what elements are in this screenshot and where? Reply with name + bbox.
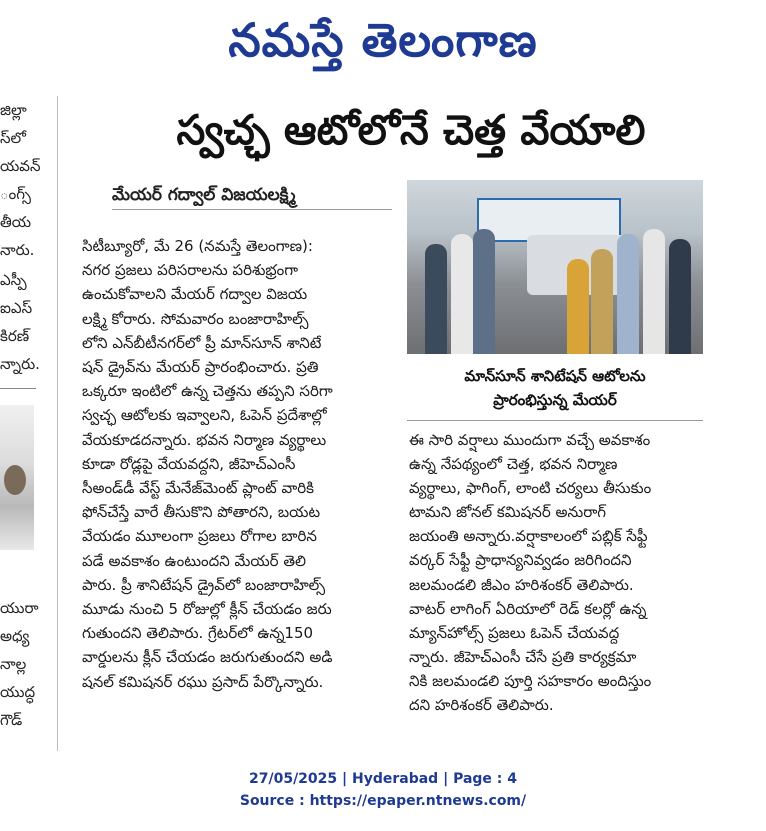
divider <box>0 388 36 389</box>
adjacent-text-fragment: ఐఎస్ <box>0 299 33 317</box>
article-headline: స్వచ్ఛ ఆటోలోనే చెత్త వేయాలి <box>176 106 646 154</box>
photo-person <box>643 229 665 354</box>
photo-caption <box>407 364 703 412</box>
photo-person <box>4 465 26 495</box>
caption-line: ప్రారంభిస్తున్న మేయర్ <box>493 391 617 409</box>
article-body-main <box>82 234 382 694</box>
adjacent-text-fragment: జిల్లా <box>0 101 27 119</box>
article-text-line: వేయకూడదన్నారు. భవన నిర్మాణ వ్యర్థాలు <box>82 430 327 449</box>
article-text-line: పారు. ప్రీ శానిటేషన్ డ్రైవ్‌లో బంజారాహిల్స్ <box>82 575 326 594</box>
adjacent-text-fragment: యురా <box>0 599 39 617</box>
article-text-line: పడే అవకాశం ఉంటుందని మేయర్ తెలి <box>82 551 307 570</box>
adjacent-text-fragment: గౌడ్ <box>0 711 23 729</box>
adjacent-text-fragment: నారు. <box>0 241 35 259</box>
divider <box>407 420 703 421</box>
adjacent-photo <box>0 405 34 550</box>
article-text-line: నికి జలమండలి పూర్తి సహకారం అందిస్తుం <box>409 671 652 690</box>
adjacent-text-fragment: అధ్య <box>0 627 30 645</box>
article-text-line: జలమండలి జీఎం హరిశంకర్ తెలిపారు. <box>409 575 634 594</box>
adjacent-text-fragment: ంగ్స్ <box>0 185 31 203</box>
article-subhead: మేయర్ గద్వాల్ విజయలక్ష్మి <box>112 185 296 205</box>
article-photo <box>407 180 703 354</box>
article-text-line: ఉన్న నేపథ్యంలో చెత్త, భవన నిర్మాణ <box>409 455 618 474</box>
adjacent-text-fragment: స్‌లో <box>0 129 26 147</box>
footer-date-city-page: 27/05/2025 | Hyderabad | Page : 4 <box>248 771 518 787</box>
adjacent-text-fragment: కిరణ్ <box>0 327 30 345</box>
article-text-line: వ్యర్థాలు, ఫాగింగ్, లాంటి చర్యలు తీసుకుం <box>409 479 652 498</box>
article-text-line: కూడా రోడ్లపై వేయవద్దని, జీహెచ్‌ఎంసీ <box>82 454 296 473</box>
article-text-line: వర్కర్ సేఫ్టీ ప్రాధాన్యనివ్వడం జరిగిందని <box>409 551 632 570</box>
adjacent-text-fragment: యవన్ <box>0 157 41 175</box>
divider <box>112 209 392 210</box>
article-text-line: ఈ సారి వర్షాలు ముందుగా వచ్చే అవకాశం <box>409 431 651 449</box>
article-text-line: మూడు నుంచి 5 రోజుల్లో క్లీన్ చేయడం జరు <box>82 600 332 619</box>
adjacent-text-fragment: ఎస్పీ <box>0 271 27 289</box>
article-text-line: నగర ప్రజలు పరిసరాలను పరిశుభ్రంగా <box>82 261 299 280</box>
article-text-line: సిటీబ్యూరో, మే 26 (నమస్తే తెలంగాణ): <box>82 237 313 255</box>
caption-line: మాన్‌సూన్ శానిటేషన్ ఆటోలను <box>464 367 646 385</box>
article-text-line: గుతుందని తెలిపారు. గ్రేటర్‌లో ఉన్న150 <box>82 624 314 643</box>
article-text-line: వార్డులను క్లీన్ చేయడం జరుగుతుందని అడి <box>82 648 333 667</box>
photo-person <box>591 249 613 354</box>
adjacent-text-fragment: తీయ <box>0 213 32 231</box>
adjacent-text-fragment: యుద్ధ <box>0 683 36 701</box>
adjacent-text-fragment: నాల్ల <box>0 655 27 673</box>
photo-person <box>473 229 495 354</box>
article-text-line: జయంతి అన్నారు.వర్షాకాలంలో పబ్లిక్ సేఫ్టీ <box>409 527 648 546</box>
photo-person <box>425 244 447 354</box>
photo-person <box>669 239 691 354</box>
article-text-line: వాటర్ లాగింగ్ ఏరియాలో రెడ్ కలర్లో ఉన్న <box>409 599 647 618</box>
article-text-line: ఒక్కరూ ఇంటిలో ఉన్న చెత్తను తప్పని సరిగా <box>82 382 333 401</box>
photo-person <box>617 234 639 354</box>
masthead-logo: నమస్తే తెలంగాణ <box>228 13 538 67</box>
article-text-line: ఉంచుకోవాలని మేయర్ గద్వాల విజయ <box>82 285 308 304</box>
article-text-line: న్నారు. జీహెచ్‌ఎంసీ చేసే ప్రతి కార్యక్రమా <box>409 647 637 666</box>
page-footer <box>0 768 766 812</box>
photo-person <box>451 234 473 354</box>
footer-source-link[interactable]: Source : https://epaper.ntnews.com/ <box>239 793 527 809</box>
adjacent-text-fragment: న్నారు. <box>0 355 40 373</box>
article-text-line: వేయడం మూలంగా ప్రజలు రోగాల బారిన <box>82 527 317 546</box>
article-text-line: దని హరిశంకర్ తెలిపారు. <box>409 696 554 715</box>
article-text-line: టామని జోనల్ కమిషనర్ అనురాగ్ <box>409 503 607 522</box>
article-body-right <box>409 428 705 717</box>
article-text-line: లోని ఎన్‌బీటీనగర్‌లో ప్రీ మాన్‌సూన్ శానిటే <box>82 333 322 352</box>
article-text-line: స్వచ్ఛ ఆటోలకు ఇవ్వాలని, ఓపెన్ ప్రదేశాల్లో <box>82 406 327 425</box>
article-text-line: ఫోన్‌చేస్తే వారే తీసుకొని పోతారని, బయట <box>82 503 321 522</box>
photo-person <box>567 259 589 354</box>
column-divider <box>57 96 58 751</box>
article-text-line: షనల్ కమిషనర్ రఘు ప్రసాద్ పేర్కొన్నారు. <box>82 672 324 691</box>
article-text-line: లక్ష్మి కోరారు. సోమవారం బంజారాహిల్స్ <box>82 309 309 328</box>
article-text-line: మ్యాన్‌హోల్స్ ప్రజలు ఓపెన్ చేయవద్ద <box>409 623 620 642</box>
article-text-line: సీఅండ్‌డీ వేస్ట్ మేనేజ్‌మెంట్ ప్లాంట్ వారికి <box>82 479 314 498</box>
article-text-line: షన్ డ్రైవ్‌ను మేయర్ ప్రారంభించారు. ప్రతి <box>82 358 319 377</box>
